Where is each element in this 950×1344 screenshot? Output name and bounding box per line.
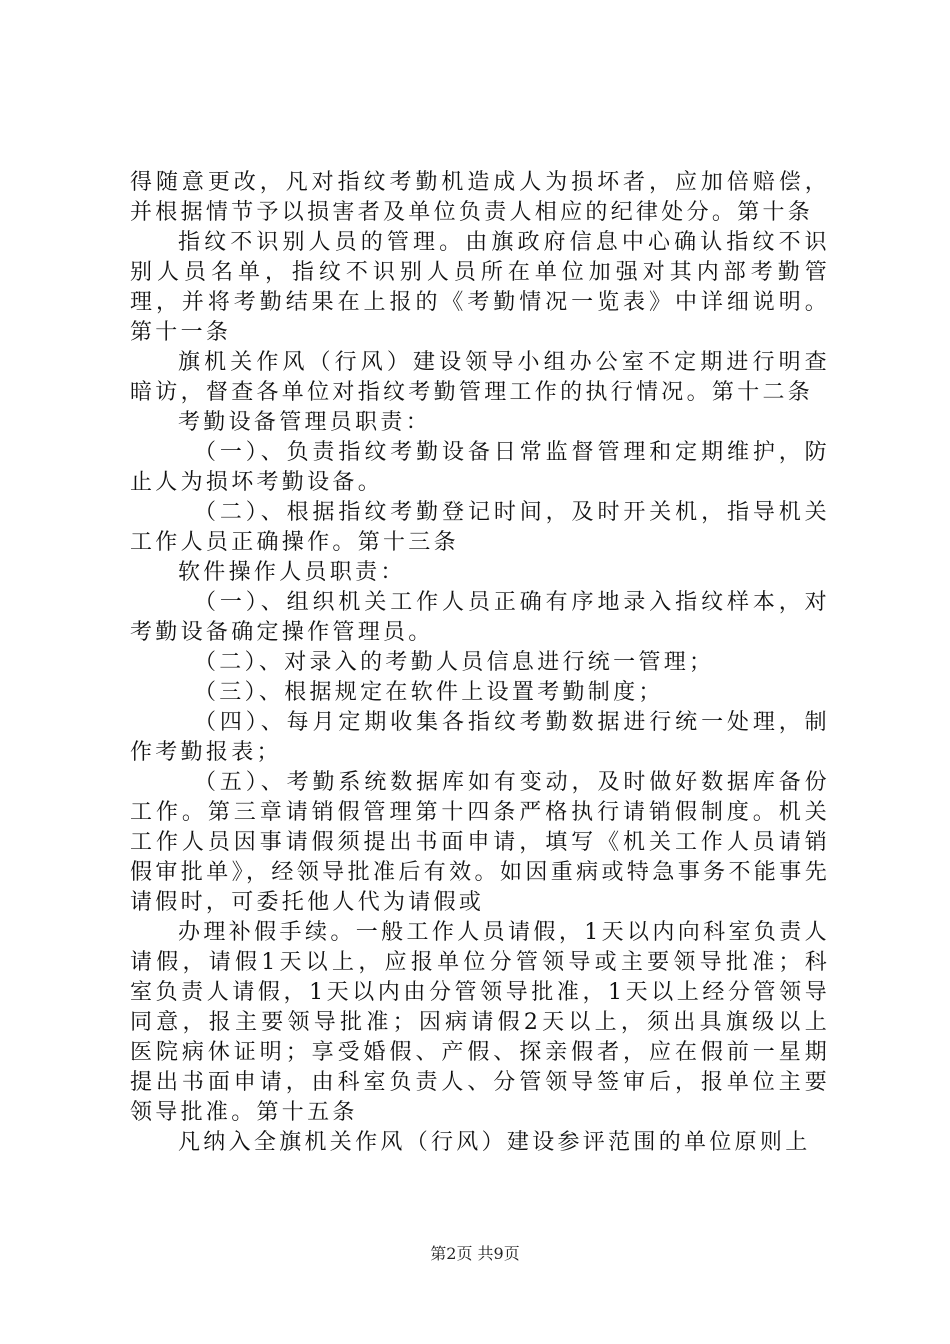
list-item: （一）、组织机关工作人员正确有序地录入指纹样本，对考勤设备确定操作管理员。 xyxy=(130,590,830,645)
list-item: （一）、负责指纹考勤设备日常监督管理和定期维护，防止人为损坏考勤设备。 xyxy=(130,440,830,495)
list-item: （二）、根据指纹考勤登记时间，及时开关机，指导机关工作人员正确操作。第十三条 xyxy=(130,500,830,555)
paragraph: 考勤设备管理员职责： xyxy=(178,410,432,435)
paragraph: 软件操作人员职责： xyxy=(178,560,406,585)
document-body xyxy=(130,168,830,1158)
paragraph: 凡纳入全旗机关作风（行风）建设参评范围的单位原则上 xyxy=(178,1130,811,1155)
page-footer xyxy=(0,1244,950,1264)
list-item: （三）、根据规定在软件上设置考勤制度； xyxy=(194,680,664,705)
list-item: （二）、对录入的考勤人员信息进行统一管理； xyxy=(194,650,715,675)
paragraph: 得随意更改，凡对指纹考勤机造成人为损坏者，应加倍赔偿，并根据情节予以损害者及单位负责人相应的纪律处分。第十条 xyxy=(130,170,830,225)
list-item: （五）、考勤系统数据库如有变动，及时做好数据库备份工作。第三章请销假管理第十四条严格执行请销假制度。机关工作人员因事请假须提出书面申请，填写《机关工作人员请销假审批单》，经领导批准后有效。如因重病或特急事务不能事先请假时，可委托他人代为请假或 xyxy=(130,770,830,915)
list-item: （四）、每月定期收集各指纹考勤数据进行统一处理，制作考勤报表； xyxy=(130,710,830,765)
paragraph: 办理补假手续。一般工作人员请假，1天以内向科室负责人请假，请假1天以上，应报单位分管领导或主要领导批准；科室负责人请假，1天以内由分管领导批准，1天以上经分管领导同意，报主要领导批准；因病请假2天以上，须出具旗级以上医院病休证明；享受婚假、产假、探亲假者，应在假前一星期提出书面申请，由科室负责人、分管领导签审后，报单位主要领导批准。第十五条 xyxy=(130,920,830,1125)
paragraph: 旗机关作风（行风）建设领导小组办公室不定期进行明查暗访，督查各单位对指纹考勤管理工作的执行情况。第十二条 xyxy=(130,350,830,405)
page-number-label: 第2页 共9页 xyxy=(430,1244,520,1263)
paragraph: 指纹不识别人员的管理。由旗政府信息中心确认指纹不识别人员名单，指纹不识别人员所在单位加强对其内部考勤管理，并将考勤结果在上报的《考勤情况一览表》中详细说明。第十一条 xyxy=(130,230,830,345)
